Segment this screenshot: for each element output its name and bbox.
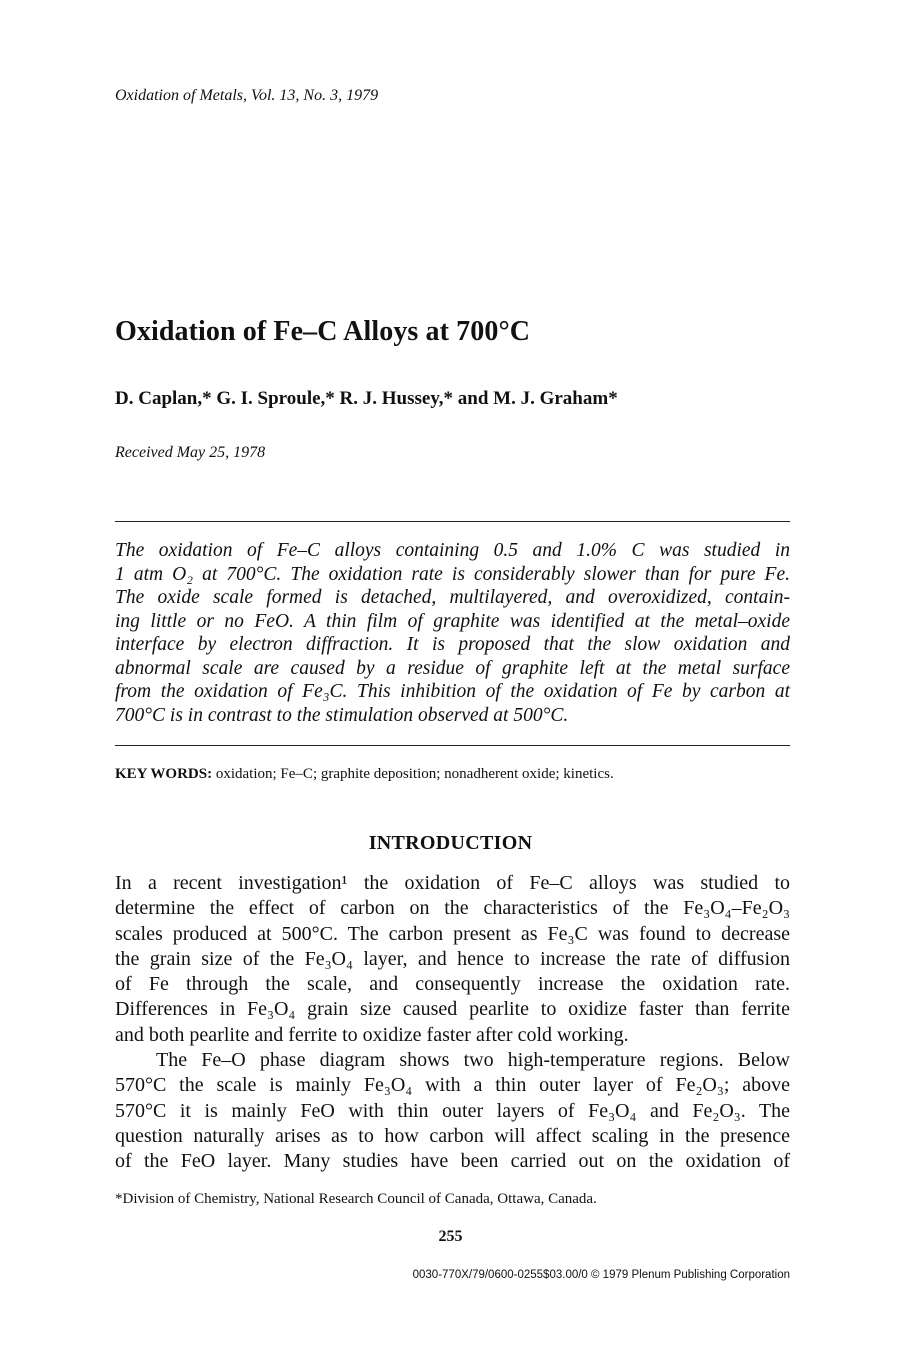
abstract xyxy=(115,539,790,727)
keywords-label: KEY WORDS: xyxy=(115,766,213,782)
body-line: the grain size of the Fe₃O₄ layer, and hence to increase the rate of diffusion xyxy=(115,947,790,970)
received-date: Received May 25, 1978 xyxy=(115,444,266,461)
copyright-line: 0030-770X/79/0600-0255$03.00/0 © 1979 Plenum Publishing Corporation xyxy=(412,1269,790,1281)
body-line: of the FeO layer. Many studies have been carried out on the oxidation of xyxy=(115,1150,790,1173)
abstract-line: interface by electron diffraction. It is proposed that the slow oxidation and xyxy=(115,634,790,655)
page-number: 255 xyxy=(438,1228,463,1245)
abstract-top-rule xyxy=(115,521,790,522)
keywords-text: oxidation; Fe–C; graphite deposition; nonadherent oxide; kinetics. xyxy=(212,766,614,782)
body-line: 570°C the scale is mainly Fe₃O₄ with a thin outer layer of Fe₂O₃; above xyxy=(115,1074,790,1097)
body-line: question naturally arises as to how carbon will affect scaling in the presence xyxy=(115,1124,790,1147)
abstract-line: ing little or no FeO. A thin film of graphite was identified at the metal–oxide xyxy=(115,610,790,632)
introduction-body xyxy=(115,871,790,1175)
section-heading-introduction: INTRODUCTION xyxy=(368,832,533,854)
abstract-line: 1 atm O₂ at 700°C. The oxidation rate is considerably slower than for pure Fe. xyxy=(115,563,790,585)
abstract-line: abnormal scale are caused by a residue of graphite left at the metal surface xyxy=(115,657,790,679)
affiliation-footnote: *Division of Chemistry, National Research Council of Canada, Ottawa, Canada. xyxy=(115,1191,597,1207)
keywords xyxy=(115,766,614,783)
abstract-line: from the oxidation of Fe₃C. This inhibition of the oxidation of Fe by carbon at xyxy=(115,681,790,702)
body-line: determine the effect of carbon on the characteristics of the Fe₃O₄–Fe₂O₃ xyxy=(115,897,790,920)
abstract-line: The oxide scale formed is detached, multilayered, and overoxidized, contain- xyxy=(115,587,790,608)
body-line: of Fe through the scale, and consequently increase the oxidation rate. xyxy=(115,973,790,996)
journal-running-header: Oxidation of Metals, Vol. 13, No. 3, 1979 xyxy=(115,87,379,104)
body-line: and both pearlite and ferrite to oxidize faster after cold working. xyxy=(115,1023,629,1046)
author-list: D. Caplan,* G. I. Sproule,* R. J. Hussey,* and M. J. Graham* xyxy=(115,388,618,409)
body-line: In a recent investigation¹ the oxidation of Fe–C alloys was studied to xyxy=(115,872,790,894)
article-title: Oxidation of Fe–C Alloys at 700°C xyxy=(115,316,531,347)
body-line: Differences in Fe₃O₄ grain size caused pearlite to oxidize faster than ferrite xyxy=(115,998,790,1021)
abstract-bottom-rule xyxy=(115,745,790,746)
body-line: 570°C it is mainly FeO with thin outer layers of Fe₃O₄ and Fe₂O₃. The xyxy=(115,1099,790,1122)
body-line: The Fe–O phase diagram shows two high-temperature regions. Below xyxy=(156,1049,790,1072)
body-line: scales produced at 500°C. The carbon present as Fe₃C was found to decrease xyxy=(115,922,790,945)
abstract-line: The oxidation of Fe–C alloys containing 0.5 and 1.0% C was studied in xyxy=(115,540,790,561)
abstract-line: 700°C is in contrast to the stimulation observed at 500°C. xyxy=(115,704,569,726)
